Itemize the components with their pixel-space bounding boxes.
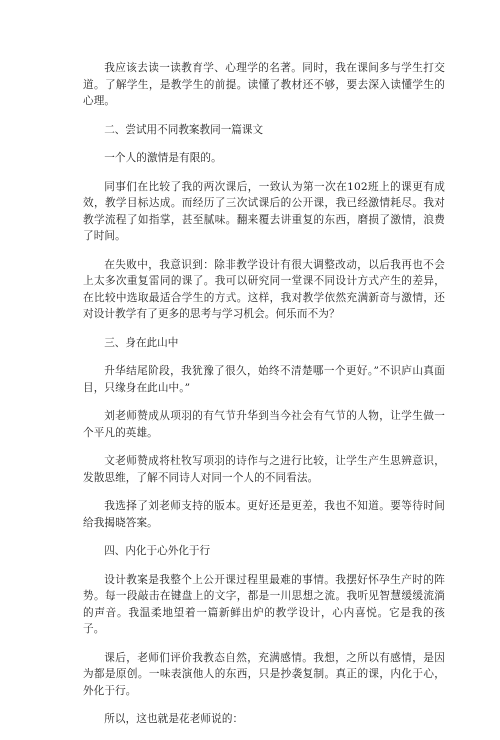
paragraph-11: 所以，这也就是花老师说的： bbox=[104, 713, 244, 725]
paragraph-2: 一个人的激情是有限的。 bbox=[104, 152, 222, 164]
paragraph-3: 同事们在比较了我的两次课后，一致认为第一次在102班上的课更有成效，教学目标达成。而经历了三次试课后的公开课，我已经激情耗尽。我对教学流程了如指掌，甚至腻味。翻来覆去讲重复的东西，磨损了激情，浪费了时间。 bbox=[83, 180, 445, 242]
paragraph-8: 我选择了刘老师支持的版本。更好还是更差，我也不知道。要等待时间给我揭晓答案。 bbox=[83, 500, 445, 529]
paragraph-1: 我应该去读一读教育学、心理学的名著。同时，我在课间多与学生打交道。了解学生，是教学生的前提。读懂了教材还不够，要去深入读懂学生的心理。 bbox=[83, 62, 445, 107]
paragraph-5: 升华结尾阶段，我犹豫了很久，始终不清楚哪一个更好。”不识庐山真面目，只缘身在此山中。” bbox=[83, 365, 445, 394]
section-heading-3: 三、身在此山中 bbox=[104, 336, 179, 349]
paragraph-10: 课后，老师们评价我教态自然，充满感情。我想，之所以有感情，是因为都是原创。一味表演他人的东西，只是抄袭复制。真正的课，内化于心，外化于行。 bbox=[83, 651, 445, 697]
section-heading-4: 四、内化于心外化于行 bbox=[104, 545, 211, 557]
paragraph-7: 文老师赞成将杜牧写项羽的诗作与之进行比较，让学生产生思辨意识，发散思维，了解不同诗人对同一个人的不同看法。 bbox=[83, 455, 445, 484]
document-body bbox=[83, 60, 445, 740]
paragraph-4: 在失败中，我意识到：除非教学设计有很大调整改动，以后我再也不会上太多次重复雷同的课了。我可以研究同一堂课不同设计方式产生的差异，在比较中选取最适合学生的方式。这样，我对教学依然充满新奇与激情，还对设计教学有了更多的思考与学习机会。何乐而不为？ bbox=[83, 258, 445, 320]
paragraph-6: 刘老师赞成从项羽的有气节升华到当今社会有气节的人物，让学生做一个平凡的英雄。 bbox=[83, 410, 445, 439]
section-heading-2: 二、尝试用不同教案教同一篇课文 bbox=[104, 123, 264, 136]
paragraph-9: 设计教案是我整个上公开课过程里最难的事情。我摆好怀孕生产时的阵势。每一段敲击在键盘上的文字，都是一川思想之流。我听见智慧缓缓流淌的声音。我温柔地望着一篇新鲜出炉的教学设计，心内喜悦。它是我的孩子。 bbox=[83, 573, 445, 635]
